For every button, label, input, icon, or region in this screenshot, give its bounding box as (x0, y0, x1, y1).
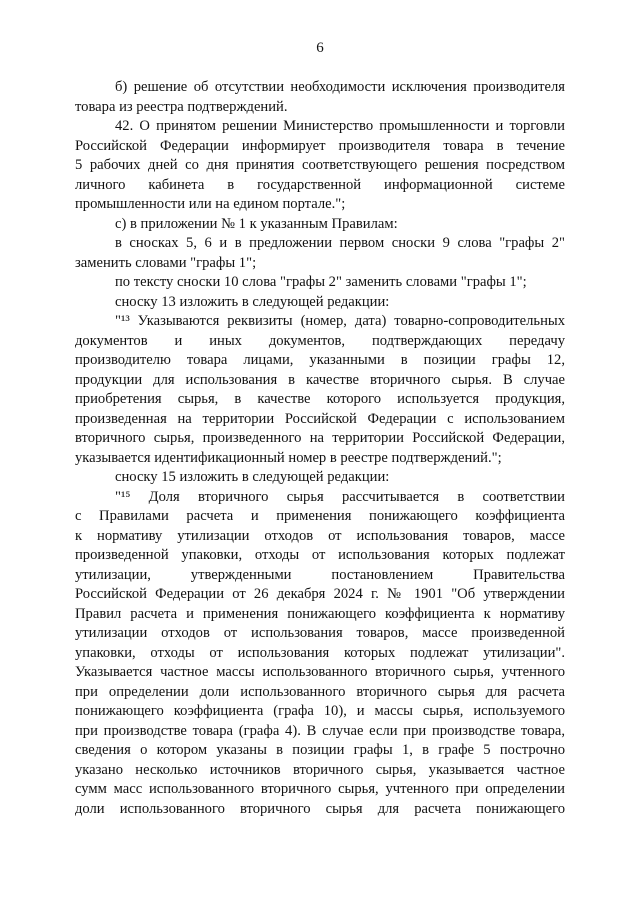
text-line: Российской Федерации от 26 декабря 2024 г. № 1901 "Об утверждении (75, 586, 565, 602)
text-line: доли использованного вторичного сырья для расчета понижающего (75, 800, 565, 817)
text-line: сноску 15 изложить в следующей редакции: (115, 469, 390, 485)
text-line: Указывается частное массы использованного вторичного сырья, учтенного (75, 664, 565, 680)
text-line: товара из реестра подтверждений. (75, 98, 288, 115)
text-line: производителю товара лицами, указанными в позиции графы 12, (75, 352, 565, 368)
text-line: при определении доли использованного вторичного сырья для расчета (75, 683, 565, 700)
text-line: вторичного сырья, произведенного на территории Российской Федерации, (75, 430, 565, 446)
text-line: б) решение об отсутствии необходимости исключения производителя (115, 79, 565, 95)
document-body (75, 78, 565, 819)
text-line: личного кабинета в государственной информационной системе (75, 176, 565, 193)
text-line: утилизации, утвержденными постановлением Правительства (75, 566, 565, 583)
text-line: произведенной упаковки, отходы от использования которых подлежат (75, 547, 565, 563)
text-line: продукции для использования в качестве вторичного сырья. В случае (75, 371, 565, 388)
text-line: 5 рабочих дней со дня принятия соответствующего решения посредством (75, 157, 565, 173)
text-line: сведения о котором указаны в позиции графы 1, в графе 5 построчно (75, 742, 565, 758)
text-line: промышленности или на едином портале."; (75, 196, 346, 212)
text-line: к нормативу утилизации отходов от использования товаров, массе (75, 527, 565, 544)
text-line: Российской Федерации информирует производителя товара в течение (75, 137, 565, 154)
text-line: утилизации отходов от использования товаров, массе произведенной (75, 625, 565, 641)
text-line: сноску 13 изложить в следующей редакции: (115, 293, 390, 310)
text-line: Правил расчета и применения понижающего коэффициента к нормативу (75, 605, 565, 622)
text-line: указано несколько источников вторичного сырья, указывается частное (75, 761, 565, 778)
text-line: сумм масс использованного вторичного сырья, учтенного при определении (75, 781, 565, 797)
text-line: по тексту сноски 10 слова "графы 2" заменить словами "графы 1"; (115, 274, 527, 290)
text-line: "¹⁵ Доля вторичного сырья рассчитывается в соответствии (115, 488, 565, 505)
text-line: при производстве товара (графа 4). В случае если при производстве товара, (75, 722, 565, 739)
text-line: приобретения сырья, в качестве которого используется продукция, (75, 391, 565, 407)
text-line: с Правилами расчета и применения понижающего коэффициента (75, 508, 565, 524)
text-line: в сносках 5, 6 и в предложении первом сноски 9 слова "графы 2" (115, 235, 565, 251)
text-line: понижающего коэффициента (графа 10), и массы сырья, используемого (75, 703, 565, 719)
text-line: указывается идентификационный номер в реестре подтверждений."; (75, 449, 502, 466)
text-line: "¹³ Указываются реквизиты (номер, дата) товарно-сопроводительных (115, 313, 565, 329)
text-line: упаковки, отходы от использования которых подлежат утилизации". (75, 644, 565, 661)
text-line: произведенная на территории Российской Федерации с использованием (75, 410, 565, 427)
text-line: с) в приложении № 1 к указанным Правилам: (115, 215, 398, 232)
text-line: заменить словами "графы 1"; (75, 254, 257, 271)
page-number: 6 (316, 40, 324, 56)
text-line: 42. О принятом решении Министерство промышленности и торговли (115, 118, 565, 134)
text-line: документов и иных документов, подтверждающих передачу (75, 332, 565, 349)
